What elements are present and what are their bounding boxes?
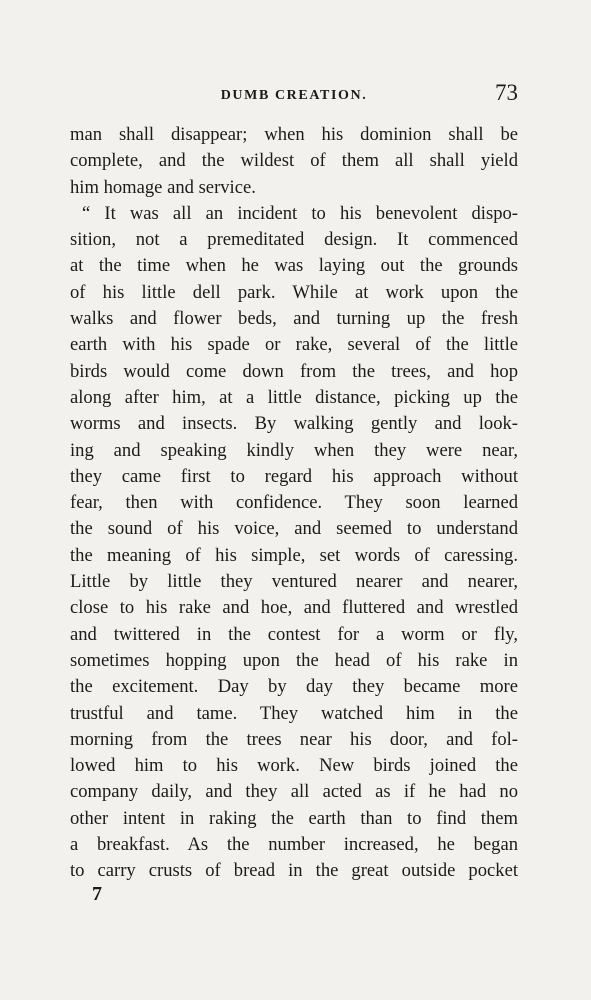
text-line: walks and flower beds, and turning up the fresh — [70, 308, 518, 330]
text-line: of his little dell park. While at work upon the — [70, 281, 518, 303]
text-line: Little by little they ventured nearer and nearer, — [70, 571, 518, 593]
page-header — [70, 80, 518, 110]
text-line: along after him, at a little distance, picking up the — [70, 386, 518, 408]
text-line: trustful and tame. They watched him in the — [70, 702, 518, 724]
text-line: earth with his spade or rake, several of the little — [70, 334, 518, 356]
text-line: company daily, and they all acted as if he had no — [70, 781, 518, 803]
text-line: the meaning of his simple, set words of caressing. — [70, 544, 518, 566]
text-line: the sound of his voice, and seemed to understand — [70, 518, 518, 540]
text-line: “ It was all an incident to his benevolent dispo- — [82, 202, 518, 224]
text-line: morning from the trees near his door, and fol- — [70, 728, 518, 750]
text-line: a breakfast. As the number increased, he began — [70, 834, 518, 856]
text-line: birds would come down from the trees, and hop — [70, 360, 518, 382]
text-line: sometimes hopping upon the head of his rake in — [70, 649, 518, 671]
page-number: 73 — [495, 80, 518, 105]
running-head: DUMB CREATION. — [220, 88, 368, 103]
text-line: the excitement. Day by day they became more — [70, 676, 518, 698]
text-line: man shall disappear; when his dominion shall be — [70, 124, 518, 145]
text-line: ing and speaking kindly when they were near, — [70, 439, 518, 461]
body-text — [70, 122, 518, 885]
signature-mark: 7 — [92, 883, 102, 905]
text-line: him homage and service. — [70, 176, 256, 198]
text-line: close to his rake and hoe, and fluttered and wrestled — [70, 597, 518, 619]
text-line: they came first to regard his approach without — [70, 465, 518, 487]
text-line: sition, not a premeditated design. It commenced — [70, 229, 518, 251]
text-line: complete, and the wildest of them all shall yield — [70, 150, 518, 172]
text-line: at the time when he was laying out the grounds — [70, 255, 518, 277]
text-line: and twittered in the contest for a worm or fly, — [70, 623, 518, 645]
text-line: worms and insects. By walking gently and look- — [70, 413, 518, 435]
text-line: to carry crusts of bread in the great outside pocket — [70, 860, 518, 882]
text-line: fear, then with confidence. They soon learned — [70, 492, 518, 514]
text-line: other intent in raking the earth than to find them — [70, 807, 518, 829]
text-line: lowed him to his work. New birds joined the — [70, 755, 518, 777]
